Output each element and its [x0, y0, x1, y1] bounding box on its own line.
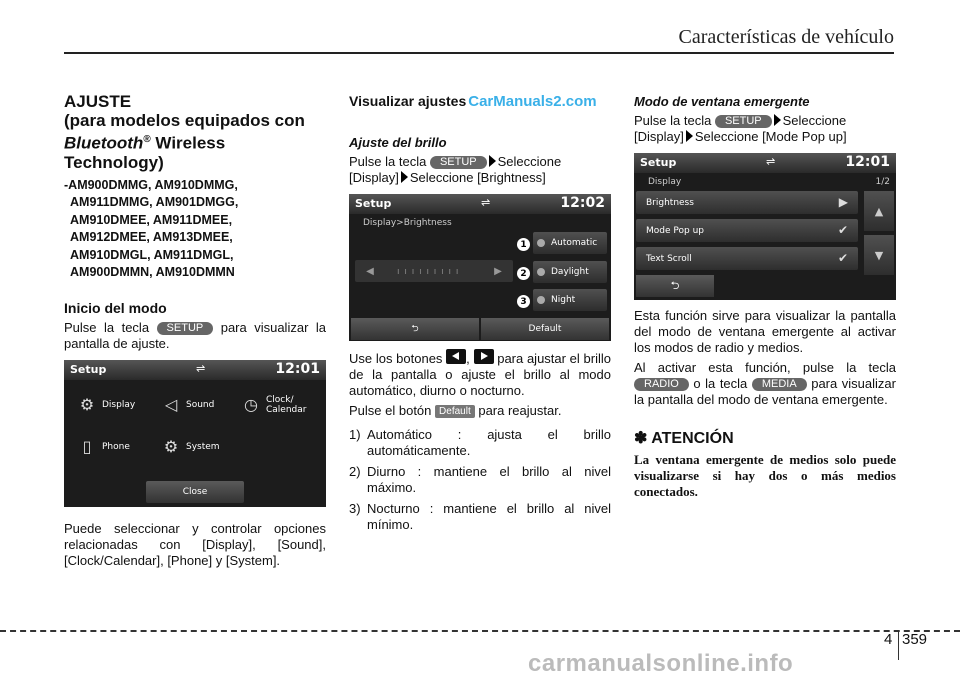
checkmark-icon: ✔	[837, 251, 848, 265]
paragraph-options: Puede seleccionar y controlar opciones relacionadas con [Display], [Sound], [Clock/Calendar], [Phone] y [System].	[64, 520, 326, 568]
paragraph-setup-key: Pulse la tecla SETUP para visualizar la pantalla de ajuste.	[64, 319, 326, 351]
section-title-visualizar: Visualizar ajustes CarManuals2.com	[349, 93, 597, 110]
scroll-up-button[interactable]: ▲	[864, 191, 894, 231]
arrow-right-icon	[774, 114, 781, 126]
left-arrow-key-icon	[446, 349, 466, 364]
display-icon: ⚙	[79, 395, 95, 415]
list-item: 2) Diurno : mantiene el brillo al nivel máximo.	[349, 464, 611, 495]
model-line: AM910DMEE, AM911DMEE,	[70, 212, 233, 227]
chevron-right-icon: ▶	[838, 195, 848, 209]
back-button[interactable]: ⮌	[351, 318, 479, 340]
setup-item-display[interactable]: ⚙ Display	[76, 394, 135, 416]
speaker-icon: ◁	[164, 395, 178, 415]
chapter-number: 4	[884, 631, 893, 648]
setup-item-phone[interactable]: ▯ Phone	[76, 436, 130, 458]
phone-icon: ▯	[82, 437, 92, 457]
screen-breadcrumb: Display	[648, 177, 682, 187]
page-header-title: Características de vehículo	[678, 26, 894, 48]
caution-text: La ventana emergente de medios solo puede visualizarse si hay dos o más medios conectados.	[634, 452, 896, 499]
screen-title: Setup	[640, 156, 677, 169]
model-line: AM910DMGL, AM911DMGL,	[70, 247, 234, 262]
arrow-right-icon	[686, 130, 693, 142]
column-ajuste	[64, 92, 326, 569]
close-button[interactable]: Close	[146, 481, 244, 503]
brightness-slider[interactable]	[355, 260, 513, 282]
radio-dot-icon	[537, 268, 545, 276]
model-line: AM900DMMN, AM910DMMN	[70, 265, 235, 280]
arrow-right-icon	[401, 171, 408, 183]
media-key-badge: MEDIA	[752, 378, 807, 391]
setup-key-badge: SETUP	[715, 115, 772, 128]
usb-icon: ⇌	[481, 196, 491, 209]
menu-row-brightness[interactable]: Brightness ▶	[636, 191, 858, 214]
screen-breadcrumb: Display>Brightness	[363, 218, 452, 228]
subhead-modo-ventana: Modo de ventana emergente	[634, 94, 810, 109]
column-modo-ventana	[634, 92, 896, 500]
section-title-ajuste: AJUSTE (para modelos equipados con Bluetooth® Wireless Technology)	[64, 92, 305, 172]
radio-dot-icon	[537, 239, 545, 247]
increase-button[interactable]: ▶	[494, 265, 502, 277]
subhead-ajuste-brillo: Ajuste del brillo	[349, 135, 447, 150]
setup-key-badge: SETUP	[430, 156, 487, 169]
model-list	[64, 177, 326, 282]
checkmark-icon: ✔	[837, 223, 848, 237]
system-icon: ⚙	[163, 437, 179, 457]
list-item: 3) Nocturno : mantiene el brillo al nivel mínimo.	[349, 501, 611, 532]
back-button[interactable]: ⮌	[636, 275, 714, 297]
arrow-right-icon	[489, 155, 496, 167]
paragraph-popup-description: Esta función sirve para visualizar la pantalla del modo de ventana emergente al activar los modos de radio y medios.	[634, 308, 896, 355]
paragraph-default: Pulse el botón Default para reajustar.	[349, 403, 562, 418]
decrease-button[interactable]: ◀	[366, 265, 374, 277]
page-indicator: 1/2	[875, 177, 890, 187]
screen-title: Setup	[355, 197, 392, 210]
option-automatic[interactable]: Automatic	[533, 232, 607, 254]
clock-icon: ◷	[244, 395, 258, 415]
setup-item-sound[interactable]: ◁ Sound	[160, 394, 214, 416]
radio-dot-icon	[537, 296, 545, 304]
screen-clock: 12:01	[845, 154, 890, 170]
screen-title: Setup	[70, 362, 107, 376]
setup-item-clock-calendar[interactable]: ◷ Clock/ Calendar	[240, 394, 306, 416]
subhead-inicio-modo: Inicio del modo	[64, 299, 167, 316]
paragraph-popup-activate: Al activar esta función, pulse la tecla RADIO o la tecla MEDIA para visualizar la pantalla del modo de ventana emergente.	[634, 360, 896, 407]
setup-menu-screenshot	[64, 360, 326, 507]
usb-icon: ⇌	[766, 155, 776, 168]
callout-1: 1	[517, 238, 530, 251]
radio-key-badge: RADIO	[634, 378, 689, 391]
watermark-text: CarManuals2.com	[468, 93, 597, 110]
callout-2: 2	[517, 267, 530, 280]
model-line: AM911DMMG, AM901DMGG,	[70, 195, 239, 210]
paragraph-popup-path: Pulse la tecla SETUP Seleccione [Display] Seleccione [Mode Pop up]	[634, 113, 847, 144]
header-divider	[64, 52, 894, 54]
screen-clock: 12:01	[275, 360, 320, 377]
brightness-mode-list	[349, 427, 611, 533]
popup-mode-screenshot	[634, 153, 896, 300]
screen-clock: 12:02	[560, 195, 605, 211]
page-number-divider	[898, 632, 899, 660]
model-line: AM912DMEE, AM913DMEE,	[70, 230, 233, 245]
callout-3: 3	[517, 295, 530, 308]
column-visualizar-ajustes	[349, 92, 611, 533]
option-daylight[interactable]: Daylight	[533, 261, 607, 283]
menu-row-mode-pop-up[interactable]: Mode Pop up ✔	[636, 219, 858, 242]
brightness-screenshot	[349, 194, 611, 341]
default-key-badge: Default	[435, 405, 475, 418]
default-button[interactable]: Default	[481, 318, 609, 340]
scroll-down-button[interactable]: ▼	[864, 235, 894, 275]
slider-ticks: ı ı ı ı ı ı ı ı ı	[397, 267, 460, 277]
paragraph-brightness-path: Pulse la tecla SETUP Seleccione [Display] Seleccione [Brightness]	[349, 154, 562, 185]
setup-key-badge: SETUP	[157, 322, 214, 335]
setup-item-system[interactable]: ⚙ System	[160, 436, 220, 458]
footer-watermark: carmanualsonline.info	[528, 650, 794, 676]
caution-heading: ✽ ATENCIÓN	[634, 430, 734, 447]
usb-icon: ⇌	[196, 361, 206, 375]
model-line: -AM900DMMG, AM910DMMG,	[64, 177, 238, 192]
right-arrow-key-icon	[474, 349, 494, 364]
footer-divider	[0, 630, 960, 632]
option-night[interactable]: Night	[533, 289, 607, 311]
list-item: 1) Automático : ajusta el brillo automáticamente.	[349, 427, 611, 458]
page-number: 359	[902, 631, 928, 648]
paragraph-buttons: Use los botones , para ajustar el brillo de la pantalla o ajuste el brillo al modo automático, diurno o nocturno.	[349, 351, 611, 398]
menu-row-text-scroll[interactable]: Text Scroll ✔	[636, 247, 858, 270]
